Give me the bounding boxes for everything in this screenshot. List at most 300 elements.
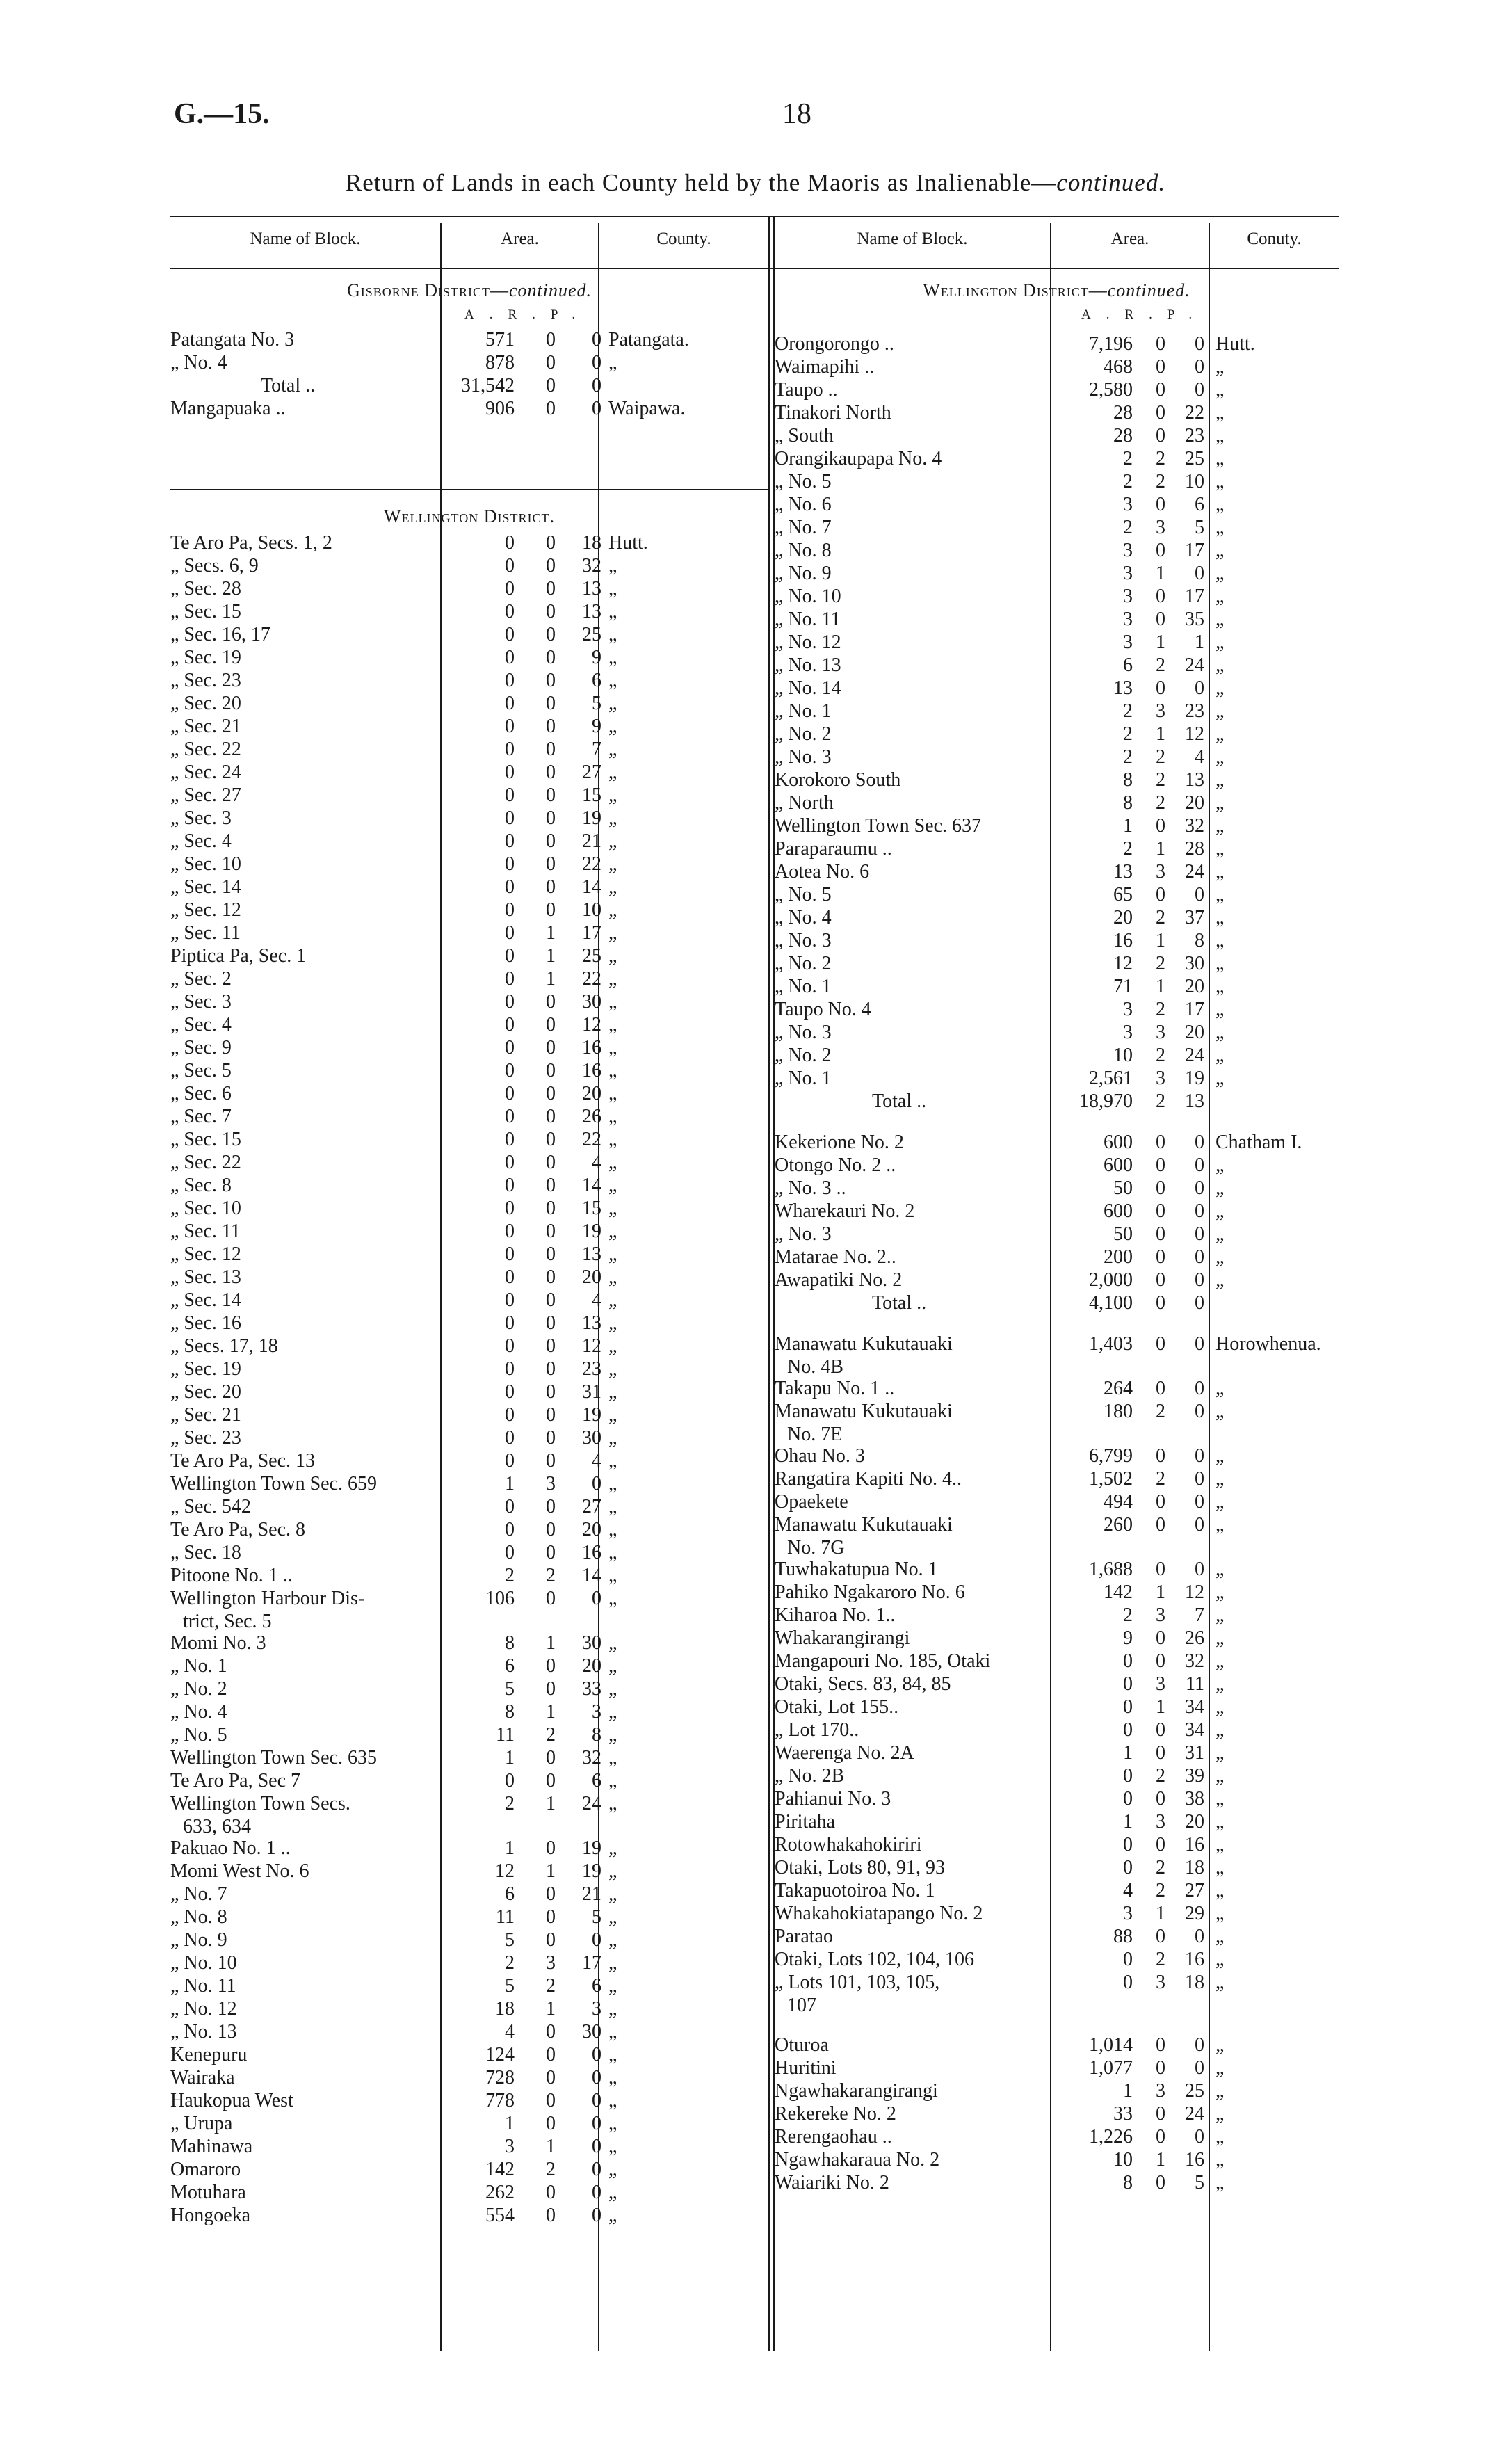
- block-name: [170, 1013, 232, 1036]
- table-row: [775, 1833, 1339, 1856]
- block-name: [170, 600, 241, 623]
- table-row: [775, 2125, 1339, 2148]
- block-name-line: „ Sec. 23: [170, 1427, 241, 1449]
- block-name-line: „ No. 1: [170, 1655, 227, 1677]
- table-row: [775, 746, 1339, 768]
- area-perches: 14: [582, 1175, 601, 1196]
- area-acres: 28: [1113, 402, 1133, 424]
- block-name: [775, 952, 832, 975]
- block-name-line: „ No. 7: [775, 517, 832, 538]
- county-name: „: [608, 2067, 617, 2088]
- block-name-line: Te Aro Pa, Secs. 1, 2: [170, 532, 332, 554]
- block-name-line: Korokoro South: [775, 769, 901, 791]
- county-name: „: [1215, 1857, 1225, 1878]
- block-name-continuation: 107: [787, 1995, 816, 2016]
- block-name-line: „ Sec. 15: [170, 1129, 241, 1150]
- table-row: [775, 2171, 1339, 2194]
- county-name: „: [1215, 654, 1225, 676]
- area-perches: 22: [582, 968, 601, 990]
- block-name: [170, 1951, 237, 1974]
- area-perches: 6: [592, 670, 601, 691]
- table-row: [170, 1495, 768, 1518]
- area-roods: 0: [546, 647, 556, 668]
- area-acres: 571: [485, 329, 515, 351]
- block-name-line: „ Sec. 12: [170, 1243, 241, 1265]
- block-name-line: „ No. 3: [775, 1223, 832, 1245]
- block-name: [775, 1021, 832, 1044]
- table-row: [775, 1558, 1339, 1581]
- area-roods: 0: [546, 807, 556, 829]
- area-acres: 0: [505, 647, 515, 668]
- table-row: [775, 2148, 1339, 2171]
- block-name: [775, 2125, 892, 2148]
- table-row: [170, 1174, 768, 1197]
- block-name-line: „ Urupa: [170, 2113, 233, 2134]
- area-acres: 1: [1123, 1811, 1133, 1833]
- block-name: [775, 723, 832, 746]
- county-name: „: [608, 1883, 617, 1905]
- area-roods: 0: [546, 2090, 556, 2111]
- area-roods: 0: [1156, 425, 1165, 446]
- county-name: „: [608, 1060, 617, 1081]
- table-row: [170, 1723, 768, 1746]
- area-acres: 3: [1123, 586, 1133, 607]
- table-row: [170, 944, 768, 967]
- area-acres: 1: [1123, 2080, 1133, 2102]
- table-row: [170, 1472, 768, 1495]
- county-name: „: [1215, 471, 1225, 492]
- area-perches: 7: [1195, 1604, 1204, 1626]
- area-perches: 28: [1185, 838, 1204, 860]
- area-roods: 1: [1156, 976, 1165, 997]
- area-perches: 24: [1185, 654, 1204, 676]
- area-acres: 0: [505, 1358, 515, 1380]
- block-name-line: „ No. 5: [170, 1724, 227, 1746]
- area-acres: 0: [505, 899, 515, 921]
- block-name-line: Tinakori North: [775, 402, 891, 424]
- area-perches: 0: [1195, 1292, 1204, 1314]
- area-acres: 2,580: [1089, 379, 1133, 401]
- block-name-line: „ Sec. 19: [170, 647, 241, 668]
- block-name-line: Rotowhakahokiriri: [775, 1834, 922, 1855]
- block-name: [775, 1833, 922, 1856]
- block-name: [775, 814, 981, 837]
- table-row: [775, 1200, 1339, 1223]
- area-roods: 0: [546, 1221, 556, 1242]
- block-name: [775, 424, 834, 447]
- area-roods: 2: [1156, 1090, 1165, 1112]
- table-row: [170, 1358, 768, 1380]
- table-row: [775, 2079, 1339, 2102]
- area-perches: 13: [582, 1243, 601, 1265]
- area-acres: 1: [505, 1747, 515, 1769]
- block-name-line: „ Sec. 6: [170, 1083, 232, 1104]
- block-name-line: Rangatira Kapiti No. 4..: [775, 1468, 962, 1490]
- area-acres: 0: [505, 922, 515, 944]
- area-acres: 0: [505, 1450, 515, 1472]
- block-name: [775, 1067, 832, 1090]
- table-row: [170, 1151, 768, 1174]
- area-perches: 5: [592, 1906, 601, 1928]
- block-name-line: Mangapuaka ..: [170, 398, 286, 419]
- area-acres: 1: [1123, 1742, 1133, 1764]
- block-name-line: „ Sec. 4: [170, 830, 232, 852]
- block-name: [775, 1444, 865, 1467]
- table-row: [170, 397, 768, 420]
- block-name-line: „ Sec. 4: [170, 1014, 232, 1036]
- block-name: [872, 1090, 926, 1113]
- area-perches: 0: [592, 2113, 601, 2134]
- area-roods: 1: [1156, 1696, 1165, 1718]
- area-acres: 554: [485, 2205, 515, 2226]
- county-name: „: [1215, 700, 1225, 722]
- area-acres: 0: [505, 1083, 515, 1104]
- area-roods: 0: [1156, 2034, 1165, 2056]
- area-roods: 0: [546, 1655, 556, 1677]
- block-name-line: Otongo No. 2 ..: [775, 1154, 896, 1176]
- county-name: „: [1215, 1880, 1225, 1901]
- table-row: [775, 1154, 1339, 1177]
- area-perches: 31: [1185, 1742, 1204, 1764]
- area-acres: 13: [1113, 677, 1133, 699]
- county-name: „: [608, 1083, 617, 1104]
- area-roods: 0: [1156, 1269, 1165, 1291]
- table-row: [170, 669, 768, 692]
- area-perches: 27: [582, 1496, 601, 1517]
- area-acres: 8: [505, 1632, 515, 1654]
- block-name: [775, 1741, 914, 1764]
- area-acres: 8: [1123, 2172, 1133, 2193]
- area-acres: 3: [505, 2136, 515, 2157]
- area-acres: 4: [1123, 1880, 1133, 1901]
- block-name: [170, 1243, 241, 1266]
- block-name: [775, 608, 841, 631]
- area-perches: 17: [582, 1952, 601, 1974]
- county-name: „: [608, 922, 617, 944]
- county-name: „: [1215, 2034, 1225, 2056]
- block-name: [170, 1151, 241, 1174]
- block-name-line: Takapu No. 1 ..: [775, 1378, 895, 1399]
- table-row: [170, 577, 768, 600]
- area-acres: 0: [505, 945, 515, 967]
- area-acres: 906: [485, 398, 515, 419]
- area-acres: 0: [1123, 1834, 1133, 1855]
- area-perches: 19: [582, 1860, 601, 1882]
- area-acres: 0: [505, 1312, 515, 1334]
- area-acres: 0: [505, 784, 515, 806]
- county-name: „: [1215, 1378, 1225, 1399]
- section-heading-wellington-continued: [775, 280, 1339, 301]
- table-row: [775, 700, 1339, 723]
- block-name-line: „ No. 14: [775, 677, 841, 699]
- area-perches: 6: [1195, 494, 1204, 515]
- area-acres: 6: [505, 1655, 515, 1677]
- area-roods: 3: [546, 1473, 556, 1495]
- table-row: [170, 1128, 768, 1151]
- block-name: [170, 1883, 227, 1906]
- block-name-line: Piritaha: [775, 1811, 836, 1833]
- block-name: [170, 1906, 227, 1928]
- block-name: [170, 1174, 232, 1197]
- area-perches: 26: [1185, 1627, 1204, 1649]
- block-name: [775, 1627, 910, 1650]
- block-name-line: Wharekauri No. 2: [775, 1200, 915, 1222]
- county-name: „: [608, 1152, 617, 1173]
- area-perches: 24: [582, 1793, 601, 1814]
- area-perches: 0: [592, 375, 601, 396]
- table-row: [170, 1541, 768, 1564]
- block-name-line: Haukopua West: [170, 2090, 293, 2111]
- area-acres: 10: [1113, 2149, 1133, 2171]
- area-roods: 2: [1156, 1765, 1165, 1787]
- area-acres: 6,799: [1089, 1445, 1133, 1467]
- area-acres: 11: [496, 1906, 515, 1928]
- area-acres: 0: [505, 739, 515, 760]
- area-roods: 3: [1156, 1604, 1165, 1626]
- area-perches: 33: [582, 1678, 601, 1700]
- area-roods: 1: [1156, 930, 1165, 951]
- area-roods: 0: [1156, 379, 1165, 401]
- area-perches: 20: [582, 1266, 601, 1288]
- area-roods: 0: [1156, 884, 1165, 905]
- area-roods: 1: [546, 1701, 556, 1723]
- block-name: [775, 585, 841, 608]
- right-header-county: Conuty.: [1247, 230, 1302, 248]
- block-name: [170, 646, 241, 669]
- county-name: „: [608, 1701, 617, 1723]
- county-name: „: [608, 1427, 617, 1449]
- area-perches: 26: [582, 1106, 601, 1127]
- area-perches: 0: [592, 398, 601, 419]
- block-name-line: Pahiko Ngakaroro No. 6: [775, 1581, 965, 1603]
- area-acres: 0: [505, 1381, 515, 1403]
- block-name: [170, 1837, 291, 1860]
- block-name-line: „ No. 5: [775, 471, 832, 492]
- block-name-line: Paraparaumu ..: [775, 838, 892, 860]
- area-roods: 0: [546, 784, 556, 806]
- county-name: „: [1215, 838, 1225, 860]
- block-name-line: „ Secs. 6, 9: [170, 555, 259, 577]
- block-name: [170, 1426, 241, 1449]
- county-name: „: [1215, 1200, 1225, 1222]
- area-acres: 0: [505, 991, 515, 1013]
- block-name: [775, 631, 841, 654]
- area-perches: 5: [592, 693, 601, 714]
- block-name: [170, 1472, 377, 1495]
- block-name: [170, 1632, 266, 1654]
- county-name: „: [608, 784, 617, 806]
- area-acres: 0: [505, 716, 515, 737]
- county-name: „: [608, 352, 617, 373]
- area-acres: 33: [1113, 2103, 1133, 2125]
- county-name: „: [608, 1542, 617, 1563]
- block-name: [170, 853, 241, 876]
- table-row: [170, 2204, 768, 2227]
- block-name: [775, 746, 832, 768]
- area-roods: 0: [1156, 1926, 1165, 1947]
- area-perches: 3: [592, 1998, 601, 2020]
- area-roods: 0: [546, 375, 556, 396]
- area-roods: 3: [1156, 1811, 1165, 1833]
- area-acres: 262: [485, 2182, 515, 2203]
- block-name-line: Total ..: [872, 1292, 927, 1314]
- area-perches: 17: [1185, 586, 1204, 607]
- table-row: [775, 1673, 1339, 1696]
- county-name: „: [608, 555, 617, 577]
- table-row: [170, 646, 768, 669]
- area-perches: 16: [582, 1037, 601, 1058]
- area-acres: 600: [1104, 1154, 1133, 1176]
- county-name: „: [608, 1289, 617, 1311]
- area-acres: 88: [1113, 1926, 1133, 1947]
- area-perches: 0: [592, 2090, 601, 2111]
- block-name: [775, 1787, 891, 1810]
- county-name: Horowhenua.: [1215, 1333, 1321, 1355]
- area-perches: 24: [1185, 2103, 1204, 2125]
- table-row: [775, 470, 1339, 493]
- area-acres: 200: [1104, 1246, 1133, 1268]
- county-name: „: [608, 945, 617, 967]
- area-acres: 0: [505, 1519, 515, 1540]
- area-roods: 0: [1156, 1246, 1165, 1268]
- area-roods: 0: [1156, 1333, 1165, 1355]
- block-name-line: Kenepuru: [170, 2044, 248, 2066]
- county-name: „: [608, 1312, 617, 1334]
- area-acres: 65: [1113, 884, 1133, 905]
- block-name: [775, 2056, 837, 2079]
- perches-unit: P.: [1167, 307, 1208, 322]
- table-row: [775, 929, 1339, 952]
- area-perches: 16: [1185, 1949, 1204, 1970]
- table-row: [775, 1764, 1339, 1787]
- area-roods: 0: [1156, 540, 1165, 561]
- area-acres: 5: [505, 1678, 515, 1700]
- area-perches: 0: [1195, 1468, 1204, 1490]
- area-perches: 20: [1185, 792, 1204, 814]
- area-acres: 16: [1113, 930, 1133, 951]
- table-row: [170, 1792, 768, 1837]
- area-acres: 0: [1123, 1949, 1133, 1970]
- area-perches: 17: [1185, 999, 1204, 1020]
- left-area-units: [464, 307, 590, 323]
- block-name: [170, 1403, 241, 1426]
- area-acres: 0: [1123, 1857, 1133, 1878]
- area-perches: 34: [1185, 1719, 1204, 1741]
- county-name: „: [608, 1906, 617, 1928]
- area-perches: 14: [582, 876, 601, 898]
- table-row: [775, 1269, 1339, 1291]
- area-perches: 4: [592, 1289, 601, 1311]
- area-acres: 0: [505, 578, 515, 599]
- area-acres: 728: [485, 2067, 515, 2088]
- county-name: „: [608, 1747, 617, 1769]
- county-name: „: [608, 1335, 617, 1357]
- county-name: „: [608, 2205, 617, 2226]
- area-roods: 3: [1156, 1673, 1165, 1695]
- area-roods: 0: [546, 1450, 556, 1472]
- area-roods: 0: [1156, 1177, 1165, 1199]
- area-perches: 14: [582, 1565, 601, 1586]
- table-row: [775, 493, 1339, 516]
- county-name: „: [608, 876, 617, 898]
- block-name: [170, 2204, 250, 2227]
- area-acres: 0: [505, 1266, 515, 1288]
- block-name-line: „ Sec. 7: [170, 1106, 232, 1127]
- table-row: [775, 654, 1339, 677]
- table-row: [775, 883, 1339, 906]
- county-name: „: [608, 1129, 617, 1150]
- area-acres: 18,970: [1079, 1090, 1133, 1112]
- area-roods: 0: [546, 398, 556, 419]
- area-perches: 12: [1185, 1581, 1204, 1603]
- table-row: [170, 1564, 768, 1587]
- area-roods: 0: [546, 1289, 556, 1311]
- area-perches: 25: [1185, 448, 1204, 469]
- area-perches: 18: [1185, 1972, 1204, 1993]
- area-roods: 0: [546, 899, 556, 921]
- area-perches: 38: [1185, 1788, 1204, 1810]
- area-roods: 1: [1156, 1903, 1165, 1924]
- county-name: „: [608, 624, 617, 645]
- block-name-line: Pitoone No. 1 ..: [170, 1565, 293, 1586]
- block-name: [170, 577, 241, 600]
- block-name: [170, 1358, 241, 1380]
- area-roods: 0: [546, 1060, 556, 1081]
- county-name: „: [608, 1793, 617, 1814]
- block-name-line: Rerengaohau ..: [775, 2126, 892, 2148]
- area-acres: 0: [505, 1106, 515, 1127]
- county-name: „: [1215, 677, 1225, 699]
- county-name: „: [1215, 1223, 1225, 1245]
- county-name: „: [608, 739, 617, 760]
- county-name: „: [1215, 1068, 1225, 1089]
- block-name-line: Momi West No. 6: [170, 1860, 309, 1882]
- block-name-line: „ Sec. 19: [170, 1358, 241, 1380]
- area-roods: 0: [1156, 494, 1165, 515]
- block-name: [775, 355, 874, 378]
- area-perches: 25: [582, 624, 601, 645]
- area-perches: 32: [1185, 815, 1204, 837]
- county-name: „: [608, 716, 617, 737]
- county-name: „: [1215, 907, 1225, 928]
- area-perches: 18: [1185, 1857, 1204, 1878]
- area-acres: 0: [505, 1770, 515, 1791]
- block-name-line: Pakuao No. 1 ..: [170, 1837, 291, 1859]
- block-name: [170, 1335, 278, 1358]
- county-name: „: [1215, 1581, 1225, 1603]
- area-acres: 0: [505, 1014, 515, 1036]
- block-name-line: „ Lots 101, 103, 105,: [775, 1972, 940, 1993]
- county-name: „: [1215, 540, 1225, 561]
- area-roods: 0: [546, 1152, 556, 1173]
- county-name: „: [608, 2159, 617, 2180]
- county-name: „: [1215, 1045, 1225, 1066]
- area-perches: 21: [582, 830, 601, 852]
- area-roods: 0: [546, 1588, 556, 1609]
- area-roods: 1: [1156, 838, 1165, 860]
- block-name-line: „ Sec. 23: [170, 670, 241, 691]
- area-perches: 30: [582, 1632, 601, 1654]
- county-name: „: [608, 1632, 617, 1654]
- block-name-line: „ Sec. 542: [170, 1496, 251, 1517]
- area-roods: 0: [546, 2067, 556, 2088]
- area-roods: 0: [546, 329, 556, 351]
- table-row: [170, 1013, 768, 1036]
- table-row: [170, 1518, 768, 1541]
- table-row: [170, 1312, 768, 1335]
- area-acres: 1: [505, 1473, 515, 1495]
- block-name: [170, 1059, 232, 1082]
